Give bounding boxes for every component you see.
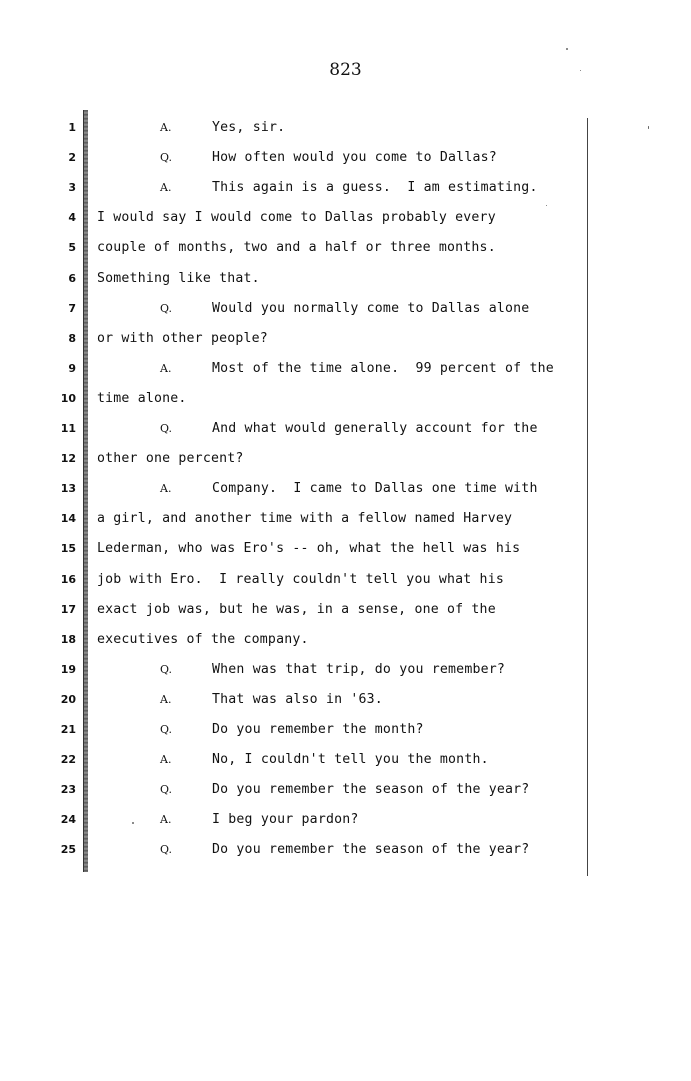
transcript-text: time alone. (97, 391, 187, 406)
scan-speck (132, 822, 134, 824)
line-number: 22 (60, 753, 76, 766)
transcript-text: executives of the company. (97, 632, 309, 647)
transcript-text: I would say I would come to Dallas probably every (97, 210, 496, 225)
speaker-label: Q. (160, 843, 172, 856)
transcript-text: Lederman, who was Ero's -- oh, what the hell was his (97, 541, 521, 556)
scan-speck (580, 70, 581, 71)
transcript-text: job with Ero. I really couldn't tell you what his (97, 572, 504, 587)
line-number: 8 (68, 332, 76, 345)
speaker-label: A. (160, 482, 172, 495)
scan-speck (648, 126, 649, 129)
transcript-text: couple of months, two and a half or three months. (97, 240, 496, 255)
line-number: 16 (60, 573, 76, 586)
speaker-label: A. (160, 813, 172, 826)
line-number: 17 (60, 603, 76, 616)
line-number: 7 (68, 302, 76, 315)
speaker-label: A. (160, 181, 172, 194)
transcript-text: or with other people? (97, 331, 268, 346)
line-number: 14 (60, 512, 76, 525)
transcript-text: When was that trip, do you remember? (212, 662, 506, 677)
transcript-text: Most of the time alone. 99 percent of the (212, 361, 554, 376)
speaker-label: Q. (160, 151, 172, 164)
line-number: 19 (60, 663, 76, 676)
speaker-label: A. (160, 693, 172, 706)
transcript-text: Do you remember the season of the year? (212, 842, 530, 857)
speaker-label: A. (160, 753, 172, 766)
transcript-text: other one percent? (97, 451, 244, 466)
line-number: 23 (60, 783, 76, 796)
line-number: 11 (60, 422, 76, 435)
line-number: 25 (60, 843, 76, 856)
transcript-text: That was also in '63. (212, 692, 383, 707)
speaker-label: Q. (160, 723, 172, 736)
scan-speck (566, 48, 568, 50)
line-number: 9 (68, 362, 76, 375)
transcript-text: Something like that. (97, 271, 260, 286)
line-number: 6 (68, 272, 76, 285)
line-number: 4 (68, 211, 76, 224)
speaker-label: Q. (160, 302, 172, 315)
transcript-text: Company. I came to Dallas one time with (212, 481, 538, 496)
transcript-text: And what would generally account for the (212, 421, 538, 436)
transcript-text: Do you remember the season of the year? (212, 782, 530, 797)
transcript-text: No, I couldn't tell you the month. (212, 752, 489, 767)
line-number: 21 (60, 723, 76, 736)
line-number: 5 (68, 241, 76, 254)
line-number: 18 (60, 633, 76, 646)
speaker-label: A. (160, 362, 172, 375)
transcript-text: How often would you come to Dallas? (212, 150, 497, 165)
transcript-text: Yes, sir. (212, 120, 286, 135)
transcript-text: a girl, and another time with a fellow named Harvey (97, 511, 513, 526)
left-margin-rule (83, 110, 88, 872)
speaker-label: Q. (160, 783, 172, 796)
page-number: 823 (329, 60, 362, 80)
speaker-label: A. (160, 121, 172, 134)
right-margin-rule (587, 118, 588, 876)
line-number: 2 (68, 151, 76, 164)
speaker-label: Q. (160, 663, 172, 676)
line-number: 1 (68, 121, 76, 134)
line-number: 13 (60, 482, 76, 495)
transcript-text: This again is a guess. I am estimating. (212, 180, 538, 195)
line-number: 12 (60, 452, 76, 465)
transcript-text: I beg your pardon? (212, 812, 359, 827)
line-number: 3 (68, 181, 76, 194)
line-number: 20 (60, 693, 76, 706)
transcript-text: Would you normally come to Dallas alone (212, 301, 530, 316)
line-number: 15 (60, 542, 76, 555)
line-number: 24 (60, 813, 76, 826)
transcript-text: Do you remember the month? (212, 722, 424, 737)
scan-speck (546, 205, 547, 206)
transcript-text: exact job was, but he was, in a sense, one of the (97, 602, 496, 617)
speaker-label: Q. (160, 422, 172, 435)
line-number: 10 (60, 392, 76, 405)
